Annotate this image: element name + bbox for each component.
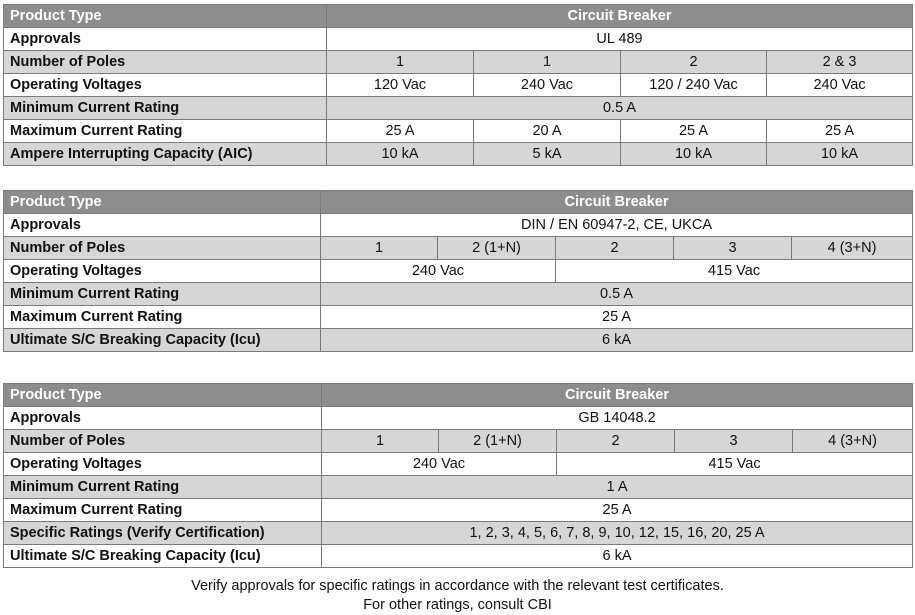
row-label: Specific Ratings (Verify Certification) <box>4 522 322 545</box>
table-row <box>4 384 913 407</box>
row-label: Product Type <box>4 5 327 28</box>
table-cell: 0.5 A <box>321 283 913 306</box>
row-label: Product Type <box>4 384 322 407</box>
row-label: Maximum Current Rating <box>4 306 321 329</box>
table-cell: 3 <box>675 430 793 453</box>
table-cell: 25 A <box>322 499 913 522</box>
table-row <box>4 306 913 329</box>
row-label: Ultimate S/C Breaking Capacity (Icu) <box>4 329 321 352</box>
table-row <box>4 499 913 522</box>
table-row <box>4 545 913 568</box>
table-row <box>4 407 913 430</box>
row-label: Maximum Current Rating <box>4 120 327 143</box>
table-row <box>4 97 913 120</box>
row-label: Operating Voltages <box>4 260 321 283</box>
table-cell: 0.5 A <box>327 97 913 120</box>
table-cell: 2 <box>556 237 674 260</box>
approvals-value: UL 489 <box>327 28 913 51</box>
table-cell: 415 Vac <box>557 453 913 476</box>
table-cell: 1 <box>321 237 438 260</box>
table-cell: 240 Vac <box>474 74 621 97</box>
row-label: Operating Voltages <box>4 453 322 476</box>
table-row <box>4 329 913 352</box>
table-cell: 2 (1+N) <box>438 237 556 260</box>
gb-spec-table <box>3 383 913 568</box>
table-cell: 240 Vac <box>321 260 556 283</box>
table-cell: 4 (3+N) <box>793 430 913 453</box>
table-cell: 1 <box>327 51 474 74</box>
table-cell: 6 kA <box>322 545 913 568</box>
footnote-line-2: For other ratings, consult CBI <box>363 597 552 613</box>
table-row <box>4 5 913 28</box>
row-label: Maximum Current Rating <box>4 499 322 522</box>
table-cell: 6 kA <box>321 329 913 352</box>
table-cell: 1, 2, 3, 4, 5, 6, 7, 8, 9, 10, 12, 15, 16, 20, 25 A <box>322 522 913 545</box>
table-cell: 415 Vac <box>556 260 913 283</box>
row-label: Ultimate S/C Breaking Capacity (Icu) <box>4 545 322 568</box>
row-label: Ampere Interrupting Capacity (AIC) <box>4 143 327 166</box>
row-label: Approvals <box>4 28 327 51</box>
table-cell: 20 A <box>474 120 621 143</box>
table-row <box>4 120 913 143</box>
table-cell: 2 <box>621 51 767 74</box>
table-row <box>4 143 913 166</box>
table-row <box>4 214 913 237</box>
approvals-value: GB 14048.2 <box>322 407 913 430</box>
ul489-spec-table <box>3 4 913 166</box>
table-cell: 120 Vac <box>327 74 474 97</box>
row-label: Minimum Current Rating <box>4 283 321 306</box>
row-label: Minimum Current Rating <box>4 97 327 120</box>
table-cell: 2 <box>557 430 675 453</box>
table-cell: 25 A <box>767 120 913 143</box>
row-label: Number of Poles <box>4 237 321 260</box>
table-cell: 3 <box>674 237 792 260</box>
table-row <box>4 74 913 97</box>
row-label: Operating Voltages <box>4 74 327 97</box>
table-cell: 4 (3+N) <box>792 237 913 260</box>
table-cell: 1 <box>322 430 439 453</box>
table-cell: 1 <box>474 51 621 74</box>
table-cell: 2 & 3 <box>767 51 913 74</box>
table-cell: 240 Vac <box>322 453 557 476</box>
table-cell: 240 Vac <box>767 74 913 97</box>
row-label: Product Type <box>4 191 321 214</box>
table-cell: 1 A <box>322 476 913 499</box>
row-label: Number of Poles <box>4 430 322 453</box>
table-cell: 10 kA <box>767 143 913 166</box>
product-type-value: Circuit Breaker <box>322 384 913 407</box>
approvals-value: DIN / EN 60947-2, CE, UKCA <box>321 214 913 237</box>
table-row <box>4 237 913 260</box>
table-row <box>4 260 913 283</box>
footnote-line-1: Verify approvals for specific ratings in accordance with the relevant test certificates. <box>191 578 724 594</box>
table-cell: 10 kA <box>621 143 767 166</box>
table-cell: 5 kA <box>474 143 621 166</box>
row-label: Approvals <box>4 407 322 430</box>
table-row <box>4 453 913 476</box>
table-row <box>4 476 913 499</box>
table-cell: 10 kA <box>327 143 474 166</box>
iec-spec-table <box>3 190 913 352</box>
table-row <box>4 51 913 74</box>
table-cell: 25 A <box>321 306 913 329</box>
table-cell: 120 / 240 Vac <box>621 74 767 97</box>
table-row <box>4 191 913 214</box>
row-label: Number of Poles <box>4 51 327 74</box>
table-row <box>4 283 913 306</box>
product-type-value: Circuit Breaker <box>321 191 913 214</box>
table-row <box>4 28 913 51</box>
table-cell: 25 A <box>327 120 474 143</box>
table-row <box>4 522 913 545</box>
row-label: Minimum Current Rating <box>4 476 322 499</box>
table-cell: 25 A <box>621 120 767 143</box>
row-label: Approvals <box>4 214 321 237</box>
product-type-value: Circuit Breaker <box>327 5 913 28</box>
table-row <box>4 430 913 453</box>
table-cell: 2 (1+N) <box>439 430 557 453</box>
